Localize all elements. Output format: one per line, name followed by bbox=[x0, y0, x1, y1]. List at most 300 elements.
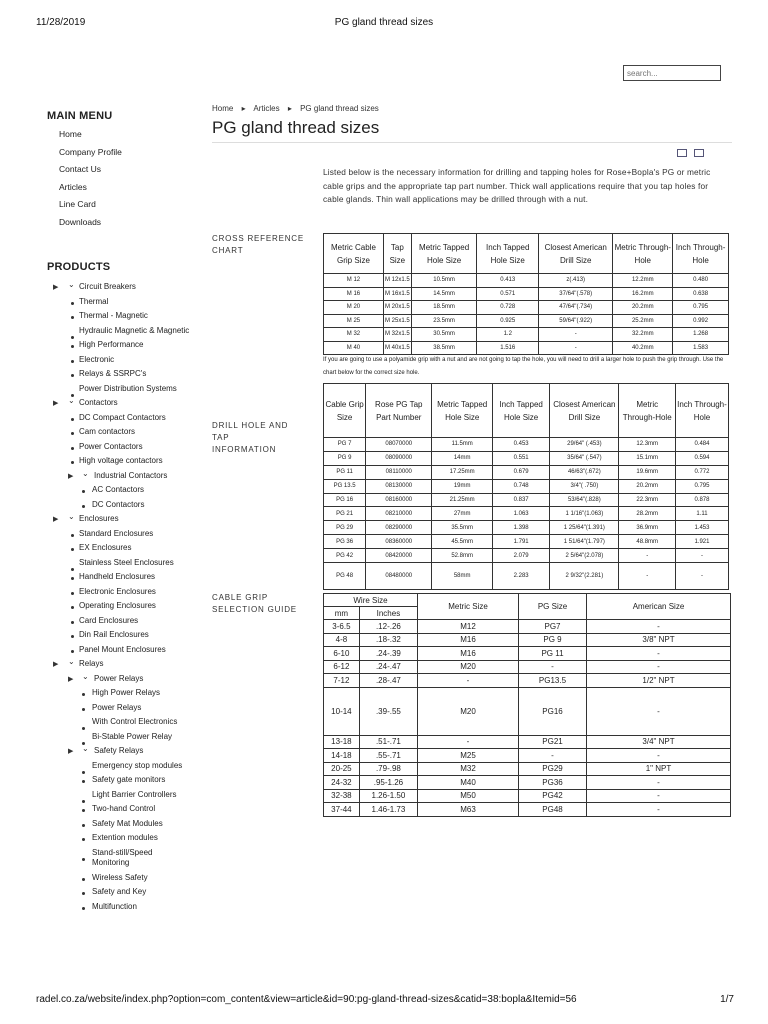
table-cell: 0.992 bbox=[673, 314, 729, 328]
table-cell: 27mm bbox=[432, 507, 493, 521]
product-tree-label: Industrial Contactors bbox=[94, 470, 168, 480]
table-row bbox=[324, 674, 731, 688]
product-tree-label: Relays & SSRPC's bbox=[79, 369, 147, 378]
table-cell: 0.638 bbox=[673, 287, 729, 301]
print-icon[interactable] bbox=[677, 149, 687, 157]
column-header: Inch Through-Hole bbox=[675, 384, 728, 438]
product-tree-label: AC Contactors bbox=[92, 485, 145, 494]
product-tree-item[interactable] bbox=[47, 701, 192, 716]
product-tree-item[interactable] bbox=[47, 846, 192, 871]
cable-grip-table bbox=[323, 593, 731, 817]
bullet-icon bbox=[71, 418, 74, 421]
product-tree-item[interactable] bbox=[47, 454, 192, 469]
product-tree-label: DC Compact Contactors bbox=[79, 412, 166, 422]
product-tree-item[interactable] bbox=[47, 425, 192, 440]
table-cell: PG 11 bbox=[324, 465, 366, 479]
table-cell: 0.772 bbox=[675, 465, 728, 479]
table-cell: 08130000 bbox=[366, 479, 432, 493]
table-cell: 28.2mm bbox=[619, 507, 675, 521]
product-tree-label: With Control Electronics bbox=[92, 717, 178, 726]
table-cell: 0.594 bbox=[675, 451, 728, 465]
table-cell: M32 bbox=[418, 762, 519, 776]
bullet-icon bbox=[71, 592, 74, 595]
chevron-down-icon: ⌄ bbox=[82, 744, 89, 753]
table-cell: M 25 bbox=[324, 314, 384, 328]
product-tree-item[interactable] bbox=[47, 556, 192, 571]
table-cell: 14mm bbox=[432, 451, 493, 465]
table-row bbox=[324, 301, 729, 315]
product-tree-item[interactable] bbox=[47, 295, 192, 310]
table-row bbox=[324, 749, 731, 763]
table-cell: .51-.71 bbox=[359, 735, 417, 749]
bullet-icon bbox=[71, 432, 74, 435]
product-tree-item[interactable] bbox=[47, 614, 192, 629]
table-row bbox=[324, 341, 729, 355]
table-cell: .79-.98 bbox=[359, 762, 417, 776]
table-cell: 1.2 bbox=[477, 328, 539, 342]
column-header: American Size bbox=[587, 594, 731, 620]
product-tree-label: High Performance bbox=[79, 340, 144, 349]
table-cell: .28-.47 bbox=[359, 674, 417, 688]
table-row bbox=[324, 438, 729, 452]
product-tree-item[interactable] bbox=[47, 715, 192, 730]
product-tree-item[interactable] bbox=[47, 440, 192, 455]
breadcrumb bbox=[212, 104, 732, 116]
table-cell: PG 13.5 bbox=[324, 479, 366, 493]
table-cell: 08160000 bbox=[366, 493, 432, 507]
product-tree-label: EX Enclosures bbox=[79, 543, 132, 552]
chevron-down-icon: ⌄ bbox=[82, 468, 89, 478]
table-cell: PG29 bbox=[519, 762, 587, 776]
table-cell: 0.748 bbox=[493, 479, 550, 493]
table-row bbox=[324, 465, 729, 479]
product-tree-item[interactable] bbox=[47, 527, 192, 542]
column-header: PG Size bbox=[519, 594, 587, 620]
bullet-icon bbox=[82, 824, 85, 827]
bullet-icon bbox=[82, 693, 85, 696]
table-cell: 14-18 bbox=[324, 749, 360, 763]
cross-reference-label: CROSS REFERENCE CHART bbox=[212, 234, 305, 255]
column-header: Inch Tapped Hole Size bbox=[493, 384, 550, 438]
table-cell: PG 48 bbox=[324, 563, 366, 590]
table-cell: M 20x1.5 bbox=[383, 301, 411, 315]
table-cell: 1.46-1.73 bbox=[359, 803, 417, 817]
table-cell: 1.11 bbox=[675, 507, 728, 521]
table-cell: - bbox=[539, 341, 613, 355]
table-cell: 0.795 bbox=[673, 301, 729, 315]
article-icons bbox=[674, 144, 704, 162]
table-cell: 37-44 bbox=[324, 803, 360, 817]
table-cell: 0.728 bbox=[477, 301, 539, 315]
table-cell: 20.2mm bbox=[613, 301, 673, 315]
table-cell: - bbox=[675, 563, 728, 590]
table-cell: PG 42 bbox=[324, 549, 366, 563]
table-cell: PG13.5 bbox=[519, 674, 587, 688]
table-cell: M63 bbox=[418, 803, 519, 817]
table-cell: PG 11 bbox=[519, 647, 587, 661]
table-row bbox=[324, 479, 729, 493]
column-header: Closest American Drill Size bbox=[539, 234, 613, 274]
column-header: Metric Through-Hole bbox=[613, 234, 673, 274]
table-cell: 08360000 bbox=[366, 535, 432, 549]
product-tree-item[interactable] bbox=[47, 338, 192, 353]
email-icon[interactable] bbox=[694, 149, 704, 157]
product-tree-label: Electronic bbox=[79, 354, 115, 364]
product-tree-item[interactable] bbox=[47, 788, 192, 803]
table-cell: M16 bbox=[418, 633, 519, 647]
product-tree-label: High Power Relays bbox=[92, 688, 161, 697]
bullet-icon bbox=[71, 534, 74, 537]
table-cell: - bbox=[587, 620, 731, 634]
table-cell: 08290000 bbox=[366, 521, 432, 535]
table-cell: 0.413 bbox=[477, 274, 539, 288]
table-cell: - bbox=[587, 776, 731, 790]
table-cell: 3/4"( .750) bbox=[550, 479, 619, 493]
table-cell: .12-.26 bbox=[359, 620, 417, 634]
table-cell: 10.5mm bbox=[411, 274, 477, 288]
product-tree-item[interactable] bbox=[47, 900, 192, 915]
product-tree-label: Electronic Enclosures bbox=[79, 586, 156, 596]
product-tree-item[interactable] bbox=[47, 871, 192, 886]
product-tree-label: Light Barrier Controllers bbox=[92, 789, 177, 799]
table-cell: M 12 bbox=[324, 274, 384, 288]
table-cell: 6-10 bbox=[324, 647, 360, 661]
table-row bbox=[324, 660, 731, 674]
product-tree-label: Thermal bbox=[79, 296, 109, 306]
product-tree-item[interactable] bbox=[47, 802, 192, 817]
table-row bbox=[324, 687, 731, 735]
bullet-icon bbox=[82, 490, 85, 493]
table-row bbox=[324, 549, 729, 563]
product-tree-label: Hydraulic Magnetic & Magnetic bbox=[79, 325, 190, 335]
product-tree-label: Enclosures bbox=[79, 514, 119, 523]
table-cell: .24-.39 bbox=[359, 647, 417, 661]
product-tree-item[interactable] bbox=[47, 643, 192, 658]
table-cell: - bbox=[539, 328, 613, 342]
table-row bbox=[324, 620, 731, 634]
bullet-icon bbox=[71, 360, 74, 363]
table-cell: 16.2mm bbox=[613, 287, 673, 301]
bullet-icon bbox=[82, 838, 85, 841]
print-url: radel.co.za/website/index.php?option=com_content&view=article&id=90:pg-gland-thread-sizes&catid=38:bopla&Itemid=56 bbox=[36, 994, 577, 1005]
table-row bbox=[324, 735, 731, 749]
product-tree-item[interactable] bbox=[47, 382, 192, 397]
table-cell: 35.5mm bbox=[432, 521, 493, 535]
expand-triangle-icon[interactable]: ▶ bbox=[53, 400, 59, 407]
product-tree-item[interactable] bbox=[47, 773, 192, 788]
table-cell: 10-14 bbox=[324, 687, 360, 735]
product-tree-label: Relays bbox=[79, 659, 104, 668]
table-cell: 15.1mm bbox=[619, 451, 675, 465]
table-cell: M 12x1.5 bbox=[383, 274, 411, 288]
table-cell: 32-38 bbox=[324, 789, 360, 803]
chevron-down-icon: ⌄ bbox=[68, 512, 75, 521]
table-cell: - bbox=[519, 660, 587, 674]
table-cell: - bbox=[587, 687, 731, 735]
print-page-number: 1/7 bbox=[720, 994, 734, 1005]
table-cell: PG 7 bbox=[324, 438, 366, 452]
menu-item-contact-us[interactable]: Contact Us bbox=[59, 164, 102, 174]
table-cell: M 25x1.5 bbox=[383, 314, 411, 328]
table-cell: - bbox=[619, 563, 675, 590]
table-cell: 22.3mm bbox=[619, 493, 675, 507]
product-tree-item[interactable] bbox=[47, 628, 192, 643]
table-cell: PG 9 bbox=[324, 451, 366, 465]
table-cell: 2.079 bbox=[493, 549, 550, 563]
table-cell: - bbox=[675, 549, 728, 563]
table-cell: 38.5mm bbox=[411, 341, 477, 355]
table-cell: 1 1/16"(1.063) bbox=[550, 507, 619, 521]
table-cell: 1.516 bbox=[477, 341, 539, 355]
product-tree-label: Circuit Breakers bbox=[79, 282, 136, 291]
table-cell: M50 bbox=[418, 789, 519, 803]
product-tree-item[interactable] bbox=[47, 541, 192, 556]
product-tree-label: Bi-Stable Power Relay bbox=[92, 731, 173, 741]
product-tree-item[interactable] bbox=[47, 672, 192, 687]
table-cell: PG16 bbox=[519, 687, 587, 735]
bullet-icon bbox=[82, 505, 85, 508]
table-cell: - bbox=[587, 789, 731, 803]
product-tree-item[interactable] bbox=[47, 744, 192, 759]
product-tree-label: Safety and Key bbox=[92, 887, 147, 896]
table-row bbox=[324, 451, 729, 465]
product-tree-item[interactable] bbox=[47, 483, 192, 498]
product-tree-label: Power Relays bbox=[94, 673, 144, 683]
product-tree-item[interactable] bbox=[47, 411, 192, 426]
table-cell: 35/64" (.547) bbox=[550, 451, 619, 465]
chevron-down-icon: ⌄ bbox=[68, 280, 75, 289]
product-tree-item[interactable] bbox=[47, 730, 192, 745]
table-row bbox=[324, 274, 729, 288]
table-row bbox=[324, 563, 729, 590]
table-cell: 52.8mm bbox=[432, 549, 493, 563]
table-cell: M 16x1.5 bbox=[383, 287, 411, 301]
expand-triangle-icon[interactable]: ▶ bbox=[68, 675, 74, 683]
product-tree-item[interactable] bbox=[47, 885, 192, 900]
product-tree-item[interactable] bbox=[47, 512, 192, 527]
table-cell: - bbox=[587, 647, 731, 661]
table-row bbox=[324, 493, 729, 507]
table-cell: 3/4" NPT bbox=[587, 735, 731, 749]
product-tree-item[interactable] bbox=[47, 324, 192, 339]
chevron-down-icon: ⌄ bbox=[68, 657, 75, 666]
bullet-icon bbox=[71, 461, 74, 464]
table-cell: M 20 bbox=[324, 301, 384, 315]
expand-triangle-icon[interactable]: ▶ bbox=[68, 472, 74, 480]
column-header: Metric Through-Hole bbox=[619, 384, 675, 438]
table-cell: 0.679 bbox=[493, 465, 550, 479]
table-cell: 19mm bbox=[432, 479, 493, 493]
page-title: PG gland thread sizes bbox=[212, 118, 732, 143]
main-menu bbox=[47, 126, 187, 231]
table-cell: 19.6mm bbox=[619, 465, 675, 479]
column-header: Closest American Drill Size bbox=[550, 384, 619, 438]
breadcrumb-home[interactable]: Home bbox=[212, 104, 234, 113]
product-tree-item[interactable] bbox=[47, 469, 192, 484]
table-cell: PG 16 bbox=[324, 493, 366, 507]
products-tree bbox=[47, 280, 192, 914]
table-header-row bbox=[324, 234, 729, 274]
table-row bbox=[324, 647, 731, 661]
product-tree-item[interactable] bbox=[47, 353, 192, 368]
table-cell: M25 bbox=[418, 749, 519, 763]
product-tree-item[interactable] bbox=[47, 367, 192, 382]
table-cell: 1.921 bbox=[675, 535, 728, 549]
product-tree-item[interactable] bbox=[47, 585, 192, 600]
table-cell: 1.26-1.50 bbox=[359, 789, 417, 803]
bullet-icon bbox=[82, 892, 85, 895]
table-cell: 18.5mm bbox=[411, 301, 477, 315]
table-cell: PG48 bbox=[519, 803, 587, 817]
table-cell: 40.2mm bbox=[613, 341, 673, 355]
table-row bbox=[324, 535, 729, 549]
table-cell: 0.837 bbox=[493, 493, 550, 507]
table-cell: 3-6.5 bbox=[324, 620, 360, 634]
column-header: Metric Tapped Hole Size bbox=[411, 234, 477, 274]
product-tree-item[interactable] bbox=[47, 831, 192, 846]
table-cell: 11.5mm bbox=[432, 438, 493, 452]
product-tree-item[interactable] bbox=[47, 817, 192, 832]
product-tree-item[interactable] bbox=[47, 309, 192, 324]
table-cell: M 16 bbox=[324, 287, 384, 301]
expand-triangle-icon[interactable]: ▶ bbox=[53, 516, 59, 523]
table-cell: 12.2mm bbox=[613, 274, 673, 288]
table-cell: 23.5mm bbox=[411, 314, 477, 328]
bullet-icon bbox=[71, 447, 74, 450]
wire-size-header: Wire Size bbox=[324, 594, 418, 607]
breadcrumb-separator-icon: ▸ bbox=[241, 104, 246, 113]
search-input[interactable] bbox=[623, 65, 721, 81]
table-cell: M 40x1.5 bbox=[383, 341, 411, 355]
table-cell: 20-25 bbox=[324, 762, 360, 776]
product-tree-item[interactable] bbox=[47, 570, 192, 585]
table-cell: 0.925 bbox=[477, 314, 539, 328]
product-tree-label: High voltage contactors bbox=[79, 456, 163, 465]
product-tree-item[interactable] bbox=[47, 686, 192, 701]
product-tree-item[interactable] bbox=[47, 280, 192, 295]
table-header-row bbox=[324, 594, 731, 607]
bullet-icon bbox=[71, 316, 74, 319]
table-note: If you are going to use a polyamide grip with a nut and are not going to tap the hole, you will need to drill a larger hole to push the grip through. Use the chart below for the correct size hole. bbox=[323, 357, 724, 376]
table-cell: 2 5/64"(2.078) bbox=[550, 549, 619, 563]
table-cell: 29/64" (.453) bbox=[550, 438, 619, 452]
table-cell: 1/2" NPT bbox=[587, 674, 731, 688]
product-tree-item[interactable] bbox=[47, 498, 192, 513]
product-tree-label: DC Contactors bbox=[92, 499, 145, 509]
table-cell: M 32x1.5 bbox=[383, 328, 411, 342]
bullet-icon bbox=[82, 809, 85, 812]
table-cell: 2.283 bbox=[493, 563, 550, 590]
table-cell: .18-.32 bbox=[359, 633, 417, 647]
product-tree-item[interactable] bbox=[47, 396, 192, 411]
table-cell: M16 bbox=[418, 647, 519, 661]
table-header-row bbox=[324, 384, 729, 438]
product-tree-label: Thermal - Magnetic bbox=[79, 311, 148, 320]
table-cell: .55-.71 bbox=[359, 749, 417, 763]
table-row bbox=[324, 521, 729, 535]
breadcrumb-articles[interactable]: Articles bbox=[253, 104, 280, 113]
product-tree-item[interactable] bbox=[47, 599, 192, 614]
menu-item-articles[interactable]: Articles bbox=[59, 181, 87, 192]
table-cell: 0.571 bbox=[477, 287, 539, 301]
table-cell: - bbox=[519, 749, 587, 763]
print-date: 11/28/2019 bbox=[36, 17, 86, 28]
table-cell: 12.3mm bbox=[619, 438, 675, 452]
table-cell: PG36 bbox=[519, 776, 587, 790]
bullet-icon bbox=[71, 621, 74, 624]
table-cell: 59/64"(.922) bbox=[539, 314, 613, 328]
table-cell: - bbox=[418, 735, 519, 749]
table-cell: - bbox=[587, 803, 731, 817]
cable-grip-label: CABLE GRIP SELECTION GUIDE bbox=[212, 593, 297, 614]
bullet-icon bbox=[71, 302, 74, 305]
bullet-icon bbox=[71, 577, 74, 580]
table-cell: z(.413) bbox=[539, 274, 613, 288]
table-cell: 0.795 bbox=[675, 479, 728, 493]
bullet-icon bbox=[71, 635, 74, 638]
table-cell: 37/64"(.578) bbox=[539, 287, 613, 301]
table-cell: PG 29 bbox=[324, 521, 366, 535]
product-tree-label: Multifunction bbox=[92, 901, 137, 911]
bullet-icon bbox=[82, 878, 85, 881]
expand-triangle-icon[interactable]: ▶ bbox=[53, 284, 59, 291]
table-cell: M20 bbox=[418, 660, 519, 674]
intro-text: Listed below is the necessary information for drilling and tapping holes for Rose+Bopla's PG or metric cable grips and the appropriate tap part number. Thick wall applications require that you tap holes for cable glands. Thin wall applications may be drilled through with a nut. bbox=[323, 167, 711, 204]
table-cell: 6-12 bbox=[324, 660, 360, 674]
table-cell: 08110000 bbox=[366, 465, 432, 479]
table-cell: 1 25/64"(1.391) bbox=[550, 521, 619, 535]
table-cell: 08210000 bbox=[366, 507, 432, 521]
table-row bbox=[324, 762, 731, 776]
table-row bbox=[324, 633, 731, 647]
product-tree-item[interactable] bbox=[47, 759, 192, 774]
table-cell: 2 9/32"(2.281) bbox=[550, 563, 619, 590]
table-cell: 21.25mm bbox=[432, 493, 493, 507]
chevron-down-icon: ⌄ bbox=[82, 671, 89, 681]
product-tree-label: Panel Mount Enclosures bbox=[79, 644, 166, 654]
product-tree-item[interactable] bbox=[47, 657, 192, 672]
main-menu-title: MAIN MENU bbox=[47, 110, 113, 122]
table-cell: 1 51/64"(1.797) bbox=[550, 535, 619, 549]
table-cell: 0.480 bbox=[673, 274, 729, 288]
table-cell: 1.398 bbox=[493, 521, 550, 535]
breadcrumb-separator-icon: ▸ bbox=[287, 104, 292, 113]
breadcrumb-current: PG gland thread sizes bbox=[300, 104, 379, 113]
table-row bbox=[324, 776, 731, 790]
product-tree-label: Stand-still/Speed Monitoring bbox=[92, 847, 153, 867]
table-cell: 1.453 bbox=[675, 521, 728, 535]
table-cell: M40 bbox=[418, 776, 519, 790]
table-cell: 1" NPT bbox=[587, 762, 731, 776]
expand-triangle-icon[interactable]: ▶ bbox=[53, 661, 59, 668]
bullet-icon bbox=[82, 708, 85, 711]
table-cell: 3/8" NPT bbox=[587, 633, 731, 647]
menu-item-company-profile[interactable]: Company Profile bbox=[59, 146, 122, 157]
column-header: Metric Size bbox=[418, 594, 519, 620]
table-cell: PG42 bbox=[519, 789, 587, 803]
table-cell: 47/64"(.734) bbox=[539, 301, 613, 315]
expand-triangle-icon[interactable]: ▶ bbox=[68, 748, 74, 755]
menu-item-downloads[interactable]: Downloads bbox=[59, 216, 102, 227]
product-tree-label: Power Contactors bbox=[79, 441, 143, 451]
table-cell: - bbox=[619, 549, 675, 563]
bullet-icon bbox=[71, 345, 74, 348]
menu-item-line-card[interactable]: Line Card bbox=[59, 199, 96, 209]
menu-item-home[interactable]: Home bbox=[59, 129, 82, 139]
table-cell: 46/63"(.672) bbox=[550, 465, 619, 479]
table-cell: 0.878 bbox=[675, 493, 728, 507]
table-cell: 7-12 bbox=[324, 674, 360, 688]
